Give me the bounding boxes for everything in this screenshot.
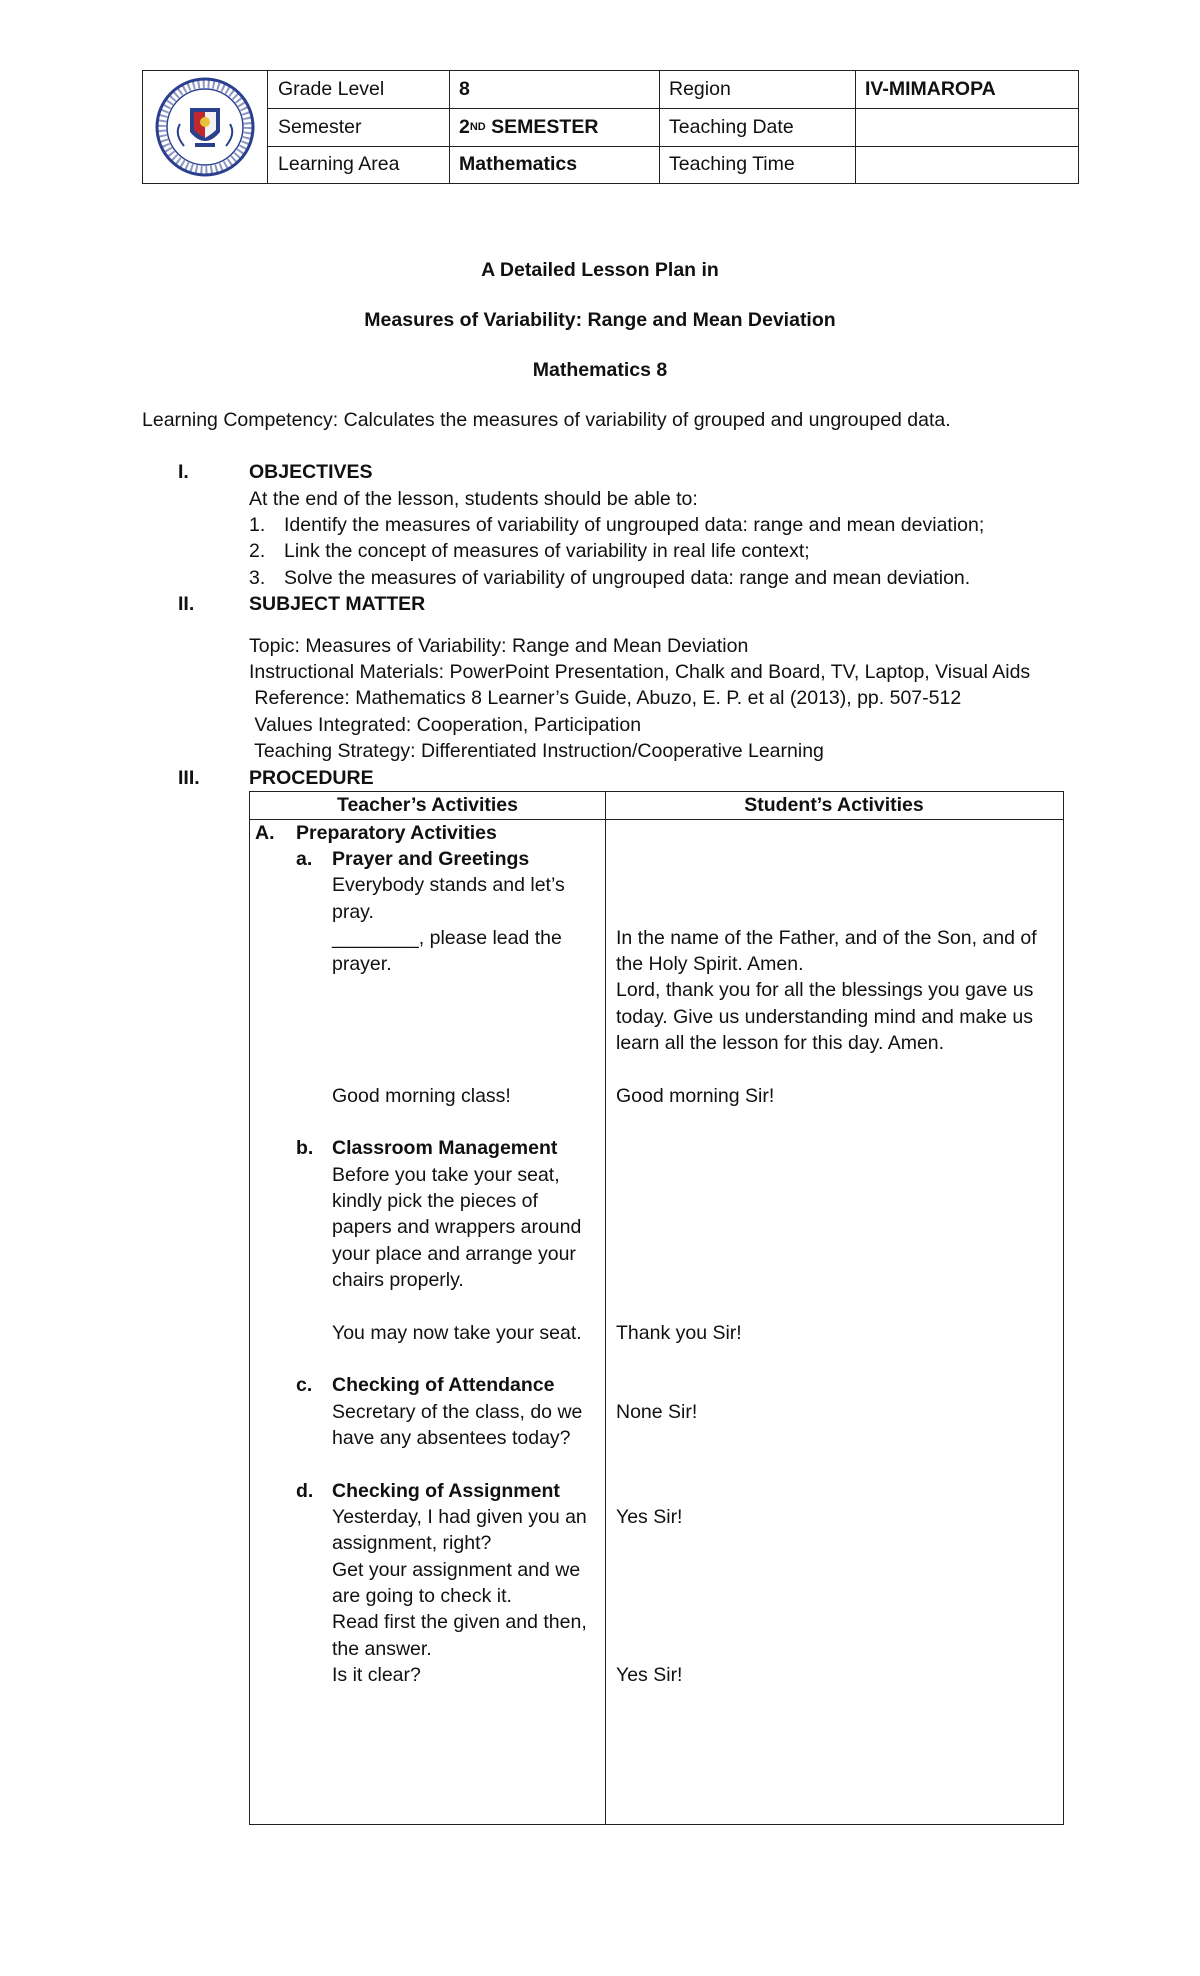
assignment-student-line: Yes Sir! (616, 1506, 683, 1528)
classroom-teacher-line: kindly pick the pieces of (332, 1190, 538, 1212)
learning-area-value: Mathematics (459, 153, 578, 175)
subject-strategy: Teaching Strategy: Differentiated Instruction/Cooperative Learning (249, 740, 824, 762)
prayer-teacher-line: ________, please lead the (332, 927, 562, 949)
grade-level-label: Grade Level (278, 78, 385, 100)
assignment-teacher-line: are going to check it. (332, 1585, 512, 1607)
semester-label: Semester (278, 115, 362, 138)
title-line-2: Measures of Variability: Range and Mean Deviation (364, 309, 836, 331)
teacher-activities-header: Teacher’s Activities (336, 794, 518, 816)
region-label: Region (669, 78, 731, 100)
prayer-student-line: today. Give us understanding mind and make us (616, 1006, 1033, 1028)
prayer-student-line: learn all the lesson for this day. Amen. (616, 1032, 945, 1054)
classroom-teacher-line: your place and arrange your (332, 1243, 576, 1265)
classroom-letter: b. (296, 1137, 314, 1159)
objective-text-2: Link the concept of measures of variability in real life context; (284, 540, 810, 562)
assignment-teacher-line: Yesterday, I had given you an (332, 1506, 587, 1528)
title-line-1: A Detailed Lesson Plan in (481, 259, 719, 281)
prayer-student-line: the Holy Spirit. Amen. (616, 953, 804, 975)
assignment-teacher-line: Is it clear? (332, 1664, 421, 1686)
assignment-teacher-line: the answer. (332, 1638, 432, 1660)
semester-value: 2 ND SEMESTER (459, 115, 599, 138)
attendance-student-line: None Sir! (616, 1401, 698, 1423)
classroom-teacher-line: You may now take your seat. (332, 1322, 582, 1344)
subject-topic: Topic: Measures of Variability: Range and Mean Deviation (249, 635, 749, 657)
classroom-title: Classroom Management (332, 1137, 558, 1159)
subject-reference: Reference: Mathematics 8 Learner’s Guide, Abuzo, E. P. et al (2013), pp. 507-512 (249, 687, 962, 709)
region-value: IV-MIMAROPA (865, 78, 996, 100)
objectives-numeral: I. (178, 461, 189, 483)
objectives-intro: At the end of the lesson, students should be able to: (249, 488, 698, 510)
subject-matter-numeral: II. (178, 593, 195, 615)
objective-text-1: Identify the measures of variability of ungrouped data: range and mean deviation; (284, 514, 985, 536)
prayer-teacher-line: pray. (332, 901, 374, 923)
header-table (142, 70, 1079, 184)
procedure-numeral: III. (178, 767, 200, 789)
objective-text-3: Solve the measures of variability of ungrouped data: range and mean deviation. (284, 567, 971, 589)
prayer-title: Prayer and Greetings (332, 848, 530, 870)
student-activities-header: Student’s Activities (744, 794, 924, 816)
assignment-title: Checking of Assignment (332, 1480, 560, 1502)
logo-cell (143, 71, 268, 183)
assignment-teacher-line: Read first the given and then, (332, 1611, 587, 1633)
assignment-student-line: Yes Sir! (616, 1664, 683, 1686)
classroom-student-line: Thank you Sir! (616, 1322, 742, 1344)
learning-area-label: Learning Area (278, 153, 400, 175)
attendance-title: Checking of Attendance (332, 1374, 555, 1396)
assignment-teacher-line: Get your assignment and we (332, 1559, 581, 1581)
attendance-teacher-line: have any absentees today? (332, 1427, 571, 1449)
prayer-student-line: Lord, thank you for all the blessings you gave us (616, 979, 1034, 1001)
prayer-teacher-line: prayer. (332, 953, 392, 975)
assignment-letter: d. (296, 1480, 314, 1502)
objective-num-1: 1. (249, 514, 266, 536)
objectives-heading: OBJECTIVES (249, 461, 373, 483)
teaching-date-value (855, 108, 1078, 146)
prayer-teacher-line: Everybody stands and let’s (332, 874, 565, 896)
classroom-teacher-line: Before you take your seat, (332, 1164, 560, 1186)
objective-num-2: 2. (249, 540, 266, 562)
section-letter: A. (255, 822, 275, 844)
classroom-teacher-line: chairs properly. (332, 1269, 464, 1291)
subject-matter-heading: SUBJECT MATTER (249, 593, 426, 615)
subject-materials: Instructional Materials: PowerPoint Presentation, Chalk and Board, TV, Laptop, Visual Aids (249, 661, 1031, 683)
deped-seal-logo (150, 72, 260, 182)
attendance-letter: c. (296, 1374, 313, 1396)
objective-num-3: 3. (249, 567, 266, 589)
attendance-teacher-line: Secretary of the class, do we (332, 1401, 583, 1423)
subject-values: Values Integrated: Cooperation, Participation (249, 714, 642, 736)
classroom-teacher-line: papers and wrappers around (332, 1216, 582, 1238)
assignment-teacher-line: assignment, right? (332, 1532, 492, 1554)
grade-level-value: 8 (459, 78, 470, 100)
prayer-letter: a. (296, 848, 313, 870)
learning-competency: Learning Competency: Calculates the measures of variability of grouped and ungrouped data. (142, 409, 951, 431)
procedure-heading: PROCEDURE (249, 767, 374, 789)
title-line-3: Mathematics 8 (532, 359, 668, 381)
greeting-student-line: Good morning Sir! (616, 1085, 775, 1107)
procedure-table (249, 791, 1064, 1825)
greeting-teacher-line: Good morning class! (332, 1085, 511, 1107)
teaching-time-label: Teaching Time (669, 153, 795, 175)
teaching-time-value (855, 146, 1078, 183)
section-title: Preparatory Activities (296, 822, 497, 844)
teaching-date-label: Teaching Date (669, 115, 794, 138)
prayer-student-line: In the name of the Father, and of the Son, and of (616, 927, 1037, 949)
